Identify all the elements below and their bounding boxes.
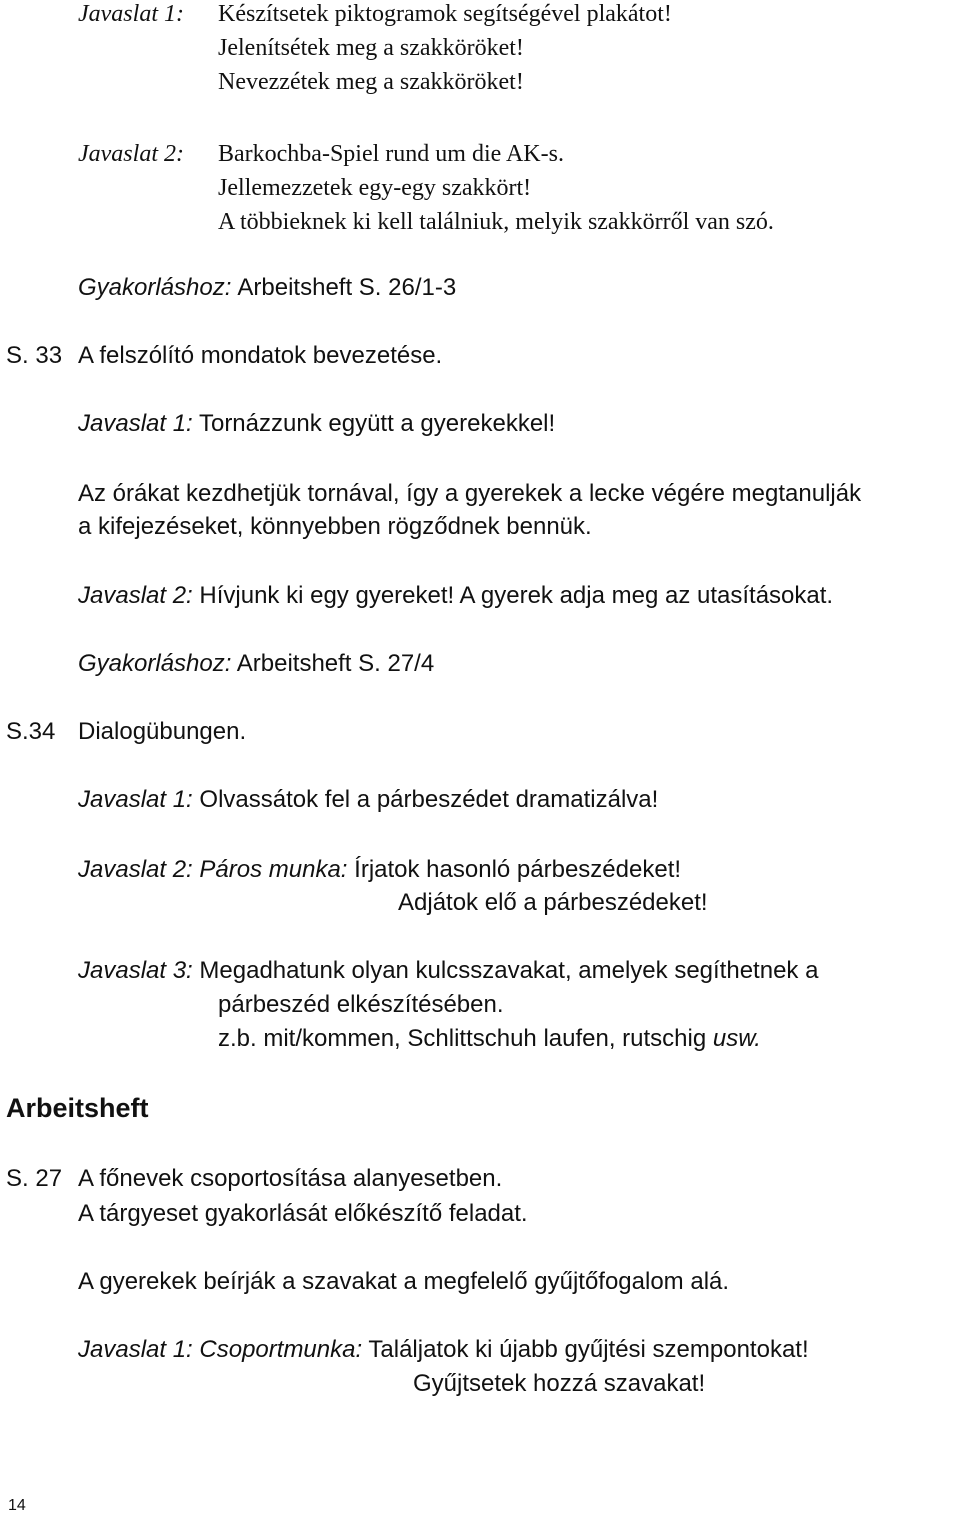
suggestion-label: Javaslat 2: — [78, 856, 193, 883]
paragraph-line: A gyerekek beírják a szavakat a megfelelő gyűjtőfogalom alá. — [78, 1268, 730, 1295]
practice-label: Gyakorláshoz: — [78, 274, 232, 301]
suggestion-text: Találjatok ki újabb gyűjtési szempontokat! — [368, 1336, 809, 1363]
suggestion-label: Javaslat 2: — [78, 141, 184, 167]
section-ref: S.34 — [6, 718, 56, 745]
suggestion-text: Hívjunk ki egy gyereket! A gyerek adja meg az utasításokat. — [199, 582, 834, 609]
suggestion-text: Jelenítsétek meg a szakköröket! — [218, 35, 524, 61]
practice-text: Arbeitsheft S. 27/4 — [236, 650, 435, 677]
paragraph-line: a kifejezéseket, könnyebben rögződnek bennük. — [78, 513, 592, 540]
section-title: A főnevek csoportosítása alanyesetben. — [78, 1165, 503, 1192]
practice-line — [78, 273, 456, 303]
practice-label: Gyakorláshoz: — [78, 650, 232, 677]
suggestion-line — [78, 581, 833, 611]
suggestion-text: A többieknek ki kell találniuk, melyik szakkörről van szó. — [218, 209, 774, 235]
suggestion-text: Készítsetek piktogramok segítségével plakátot! — [218, 1, 672, 27]
suggestion-text: Barkochba-Spiel rund um die AK-s. — [218, 141, 564, 167]
section-ref: S. 27 — [6, 1165, 63, 1192]
practice-line — [78, 649, 434, 679]
section-heading: Arbeitsheft — [6, 1093, 149, 1123]
suggestion-line — [78, 1335, 809, 1365]
suggestion-sublabel: Csoportmunka: — [199, 1336, 363, 1363]
practice-text: Arbeitsheft S. 26/1-3 — [237, 274, 457, 301]
paragraph-line: Az órákat kezdhetjük tornával, így a gyerekek a lecke végére megtanulják — [78, 480, 862, 507]
suggestion-line — [78, 409, 555, 439]
suggestion-text: Olvassátok fel a párbeszédet dramatizálva! — [199, 786, 659, 813]
suggestion-text: Megadhatunk olyan kulcsszavakat, amelyek segíthetnek a — [199, 957, 819, 984]
suggestion-label: Javaslat 2: — [78, 582, 193, 609]
example-line — [218, 1024, 761, 1054]
suggestion-line — [78, 956, 818, 986]
section-ref: S. 33 — [6, 342, 63, 369]
section-title: Dialogübungen. — [78, 718, 247, 745]
suggestion-text: Adjátok elő a párbeszédeket! — [398, 889, 708, 916]
suggestion-text: Tornázzunk együtt a gyerekekkel! — [198, 410, 556, 437]
suggestion-text: Nevezzétek meg a szakköröket! — [218, 69, 524, 95]
suggestion-label: Javaslat 1: — [78, 786, 193, 813]
suggestion-text: Írjatok hasonló párbeszédeket! — [354, 856, 682, 883]
section-title: A felszólító mondatok bevezetése. — [78, 342, 443, 369]
suggestion-sublabel: Páros munka: — [199, 856, 348, 883]
suggestion-label: Javaslat 1: — [78, 410, 193, 437]
suggestion-text: párbeszéd elkészítésében. — [218, 991, 504, 1018]
suggestion-line — [78, 855, 681, 885]
suggestion-text: Gyűjtsetek hozzá szavakat! — [413, 1370, 706, 1397]
page-number: 14 — [8, 1497, 26, 1514]
suggestion-label: Javaslat 1: — [78, 1336, 193, 1363]
suggestion-label: Javaslat 3: — [78, 957, 193, 984]
suggestion-label: Javaslat 1: — [78, 1, 184, 27]
example-text: z.b. mit/kommen, Schlittschuh laufen, rutschig — [218, 1025, 707, 1052]
example-tail: usw. — [712, 1025, 761, 1052]
suggestion-text: Jellemezzetek egy-egy szakkört! — [218, 175, 532, 201]
suggestion-line — [78, 785, 658, 815]
section-subtitle: A tárgyeset gyakorlását előkészítő feladat. — [78, 1200, 528, 1227]
